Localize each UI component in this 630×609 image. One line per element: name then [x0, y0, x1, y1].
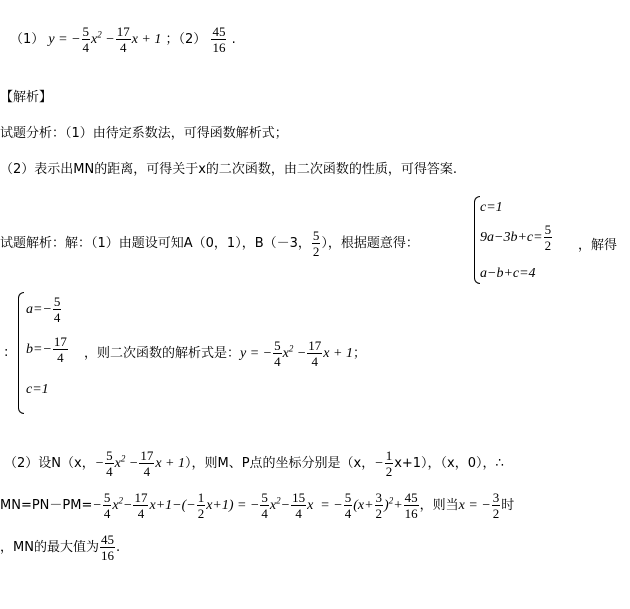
analysis-line-1: 试题分析：（1）由待定系数法，可得函数解析式； [0, 126, 288, 141]
sys2-c: c=1 [26, 382, 49, 397]
part1-label: （1） [10, 32, 45, 47]
frac-b-y: $\frac{5}{2}$ [312, 228, 320, 259]
frac-a: $\frac{5}{4}$ [82, 24, 90, 55]
analysis-line-2: （2）表示出MN的距离，可得关于x的二次函数，由二次函数的性质，可得答案. [0, 162, 458, 177]
colon: : [4, 345, 9, 360]
solution-intro: 试题解析：解：（1）由题设可知A（0，1），B（－3， $\frac{5}{2}$ ），根据题意得： [0, 228, 419, 259]
part2-line-1: （2）设N（x，− $\frac{5}{4}$ $x^2$ − $\frac{17}{4}$ x + 1），则M、P点的坐标分别是（x，− $\frac{1}{2}$ x+1），（x，0），∴ [4, 448, 504, 479]
sys1-eq3: a−b+c=4 [480, 266, 536, 281]
answer-line: （1） y = − $\frac{5}{4}$ $x^2$ − $\frac{17}{4}$ x + 1 ；（2） $\frac{45}{16}$ . [10, 24, 236, 55]
brace-system-2 [18, 292, 24, 414]
part2-line-2: MN=PN－PM=− $\frac{5}{4}$ $x^2-$ $\frac{17}{4}$ x+1−(− $\frac{1}{2}$ x+1) = − $\frac{5}{4}$ $x^2-$ $\frac{15}{4}$ x = − $\frac{5}{4}$ (x+ $\frac{3}{2}$ )$^2$+ $\frac{45}{16}$ ，则当x = − $\frac{3}{2}$ 时 [0, 490, 515, 521]
answer-end: . [231, 32, 236, 47]
conclusion-line: ，则二次函数的解析式是：y = − $\frac{5}{4}$ $x^2$ − $\frac{17}{4}$ x + 1； [84, 338, 366, 369]
answer-formula-1: y = − [48, 32, 81, 47]
sys1-eq2: 9a−3b+c= $\frac{5}{2}$ [480, 222, 552, 253]
section-title: 【解析】 [0, 90, 53, 105]
part2-label: ；（2） [165, 32, 207, 47]
solve-text: ，解得 [578, 238, 618, 253]
sys2-b: b=− $\frac{17}{4}$ [26, 334, 67, 365]
sys1-eq1: c=1 [480, 200, 503, 215]
part2-line-3: ，MN的最大值为 $\frac{45}{16}$ . [0, 532, 121, 563]
frac-final-answer: $\frac{45}{16}$ [212, 24, 226, 55]
frac-b: $\frac{17}{4}$ [116, 24, 130, 55]
sys2-a: a=− $\frac{5}{4}$ [26, 294, 61, 325]
